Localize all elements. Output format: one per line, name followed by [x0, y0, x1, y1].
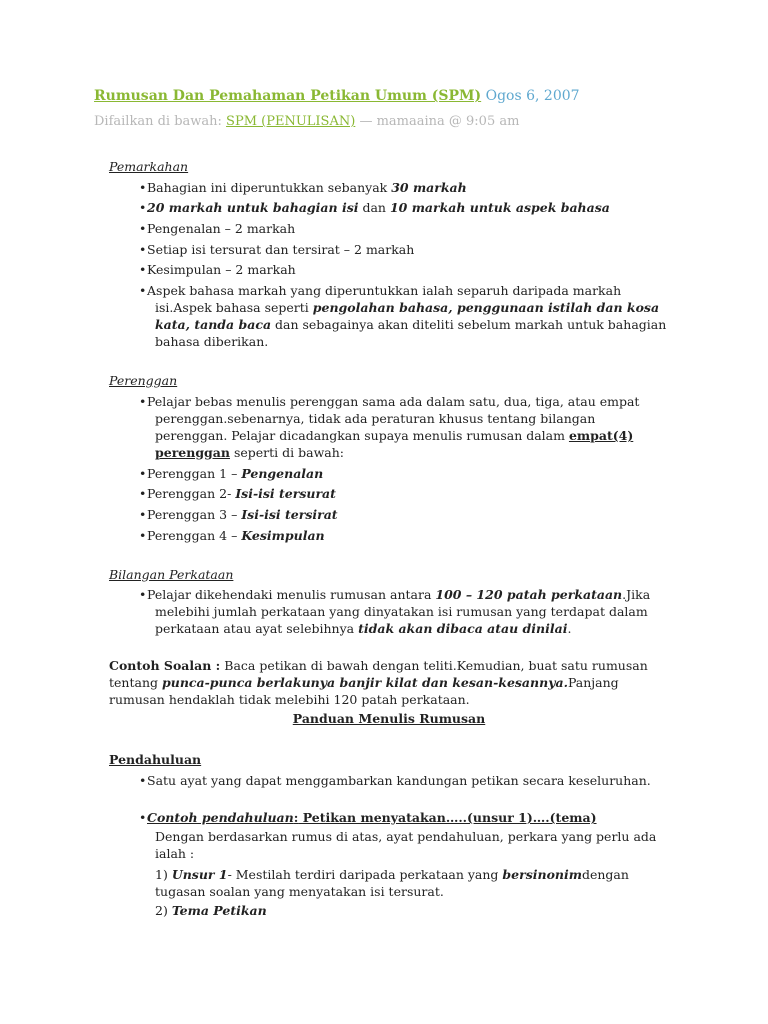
bullet-icon: •: [139, 179, 147, 195]
list-item: •Pelajar dikehendaki menulis rumusan antara 100 – 120 patah perkataan.Jika melebihi jumlah perkataan yang dinyatakan isi rumusan yang terdapat dalam perkataan atau ayat selebihnya tidak akan dibaca atau dinilai.: [139, 587, 651, 637]
list-item: •Satu ayat yang dapat menggambarkan kandungan petikan secara keseluruhan.: [139, 772, 651, 788]
post-content: [109, 158, 669, 919]
bullet-icon: •: [139, 527, 147, 543]
pendahuluan-desc: Dengan berdasarkan rumus di atas, ayat pendahuluan, perkara yang perlu ada ialah :: [155, 828, 657, 861]
contoh-soalan-label: Contoh Soalan :: [109, 658, 221, 674]
section-heading-bilangan: Bilangan Perkataan: [109, 566, 234, 582]
contoh-soalan-paragraph: Contoh Soalan : Baca petikan di bawah dengan teliti.Kemudian, buat satu rumusan tentang punca-punca berlakunya banjir kilat dan kesan-kesannya.Panjang rumusan hendaklah tidak melebihi 120 patah perkataan.: [109, 658, 648, 708]
section-heading-perenggan: Perenggan: [109, 373, 178, 389]
list-item: •Pelajar bebas menulis perenggan sama ada dalam satu, dua, tiga, atau empat perenggan.sebenarnya, tidak ada peraturan khusus tentang bilangan perenggan. Pelajar dicadangkan supaya menulis rumusan dalam empat(4) perenggan seperti di bawah:: [139, 393, 640, 460]
panduan-title: Panduan Menulis Rumusan: [292, 711, 486, 727]
bullet-icon: •: [139, 506, 147, 522]
bullet-icon: •: [139, 486, 147, 502]
perenggan-list: [109, 393, 669, 544]
list-item: •Kesimpulan – 2 markah: [139, 262, 296, 278]
bullet-icon: •: [139, 809, 147, 825]
list-item: •Bahagian ini diperuntukkan sebanyak 30 markah: [139, 179, 467, 195]
pendahuluan-list: [109, 772, 669, 826]
category-link[interactable]: SPM (PENULISAN): [226, 114, 356, 129]
bullet-icon: •: [139, 393, 147, 409]
unsur-1-paragraph: 1) Unsur 1- Mestilah terdiri daripada perkataan yang bersinonimdengan tugasan soalan yang menyatakan isi tersurat.: [155, 866, 629, 899]
bullet-icon: •: [139, 241, 147, 257]
bullet-icon: •: [139, 587, 147, 603]
bullet-icon: •: [139, 283, 147, 299]
list-item: •Perenggan 1 – Pengenalan: [139, 465, 324, 481]
bullet-icon: •: [139, 200, 147, 216]
list-item: •20 markah untuk bahagian isi dan 10 markah untuk aspek bahasa: [139, 200, 610, 216]
author-time: — mamaaina @ 9:05 am: [359, 114, 520, 129]
list-item: •Contoh pendahuluan: Petikan menyatakan…..(unsur 1)….(tema): [139, 809, 597, 825]
list-item: •Perenggan 3 – Isi-isi tersirat: [139, 506, 338, 522]
pemarkahan-list: [109, 179, 669, 350]
list-item: •Pengenalan – 2 markah: [139, 221, 296, 237]
list-item: •Aspek bahasa markah yang diperuntukkan ialah separuh daripada markah isi.Aspek bahasa seperti pengolahan bahasa, penggunaan istilah dan kosa kata, tanda baca dan sebagainya akan diteliti sebelum markah untuk bahagian bahasa diberikan.: [139, 283, 667, 350]
bullet-icon: •: [139, 262, 147, 278]
bullet-icon: •: [139, 221, 147, 237]
bullet-icon: •: [139, 772, 147, 788]
bullet-icon: •: [139, 465, 147, 481]
post-title-link[interactable]: Rumusan Dan Pemahaman Petikan Umum (SPM): [94, 88, 482, 104]
list-item: •Perenggan 2- Isi-isi tersurat: [139, 486, 336, 502]
post-meta: [94, 114, 519, 129]
list-item: •Setiap isi tersurat dan tersirat – 2 markah: [139, 241, 415, 257]
filed-under-label: Difailkan di bawah:: [94, 114, 222, 129]
section-heading-pendahuluan: Pendahuluan: [109, 752, 202, 768]
bilangan-list: [109, 586, 669, 637]
post-header: [94, 88, 580, 104]
section-heading-pemarkahan: Pemarkahan: [109, 159, 189, 174]
list-item: •Perenggan 4 – Kesimpulan: [139, 527, 325, 543]
post-date: Ogos 6, 2007: [485, 88, 580, 104]
tema-petikan-paragraph: 2) Tema Petikan: [155, 902, 267, 918]
